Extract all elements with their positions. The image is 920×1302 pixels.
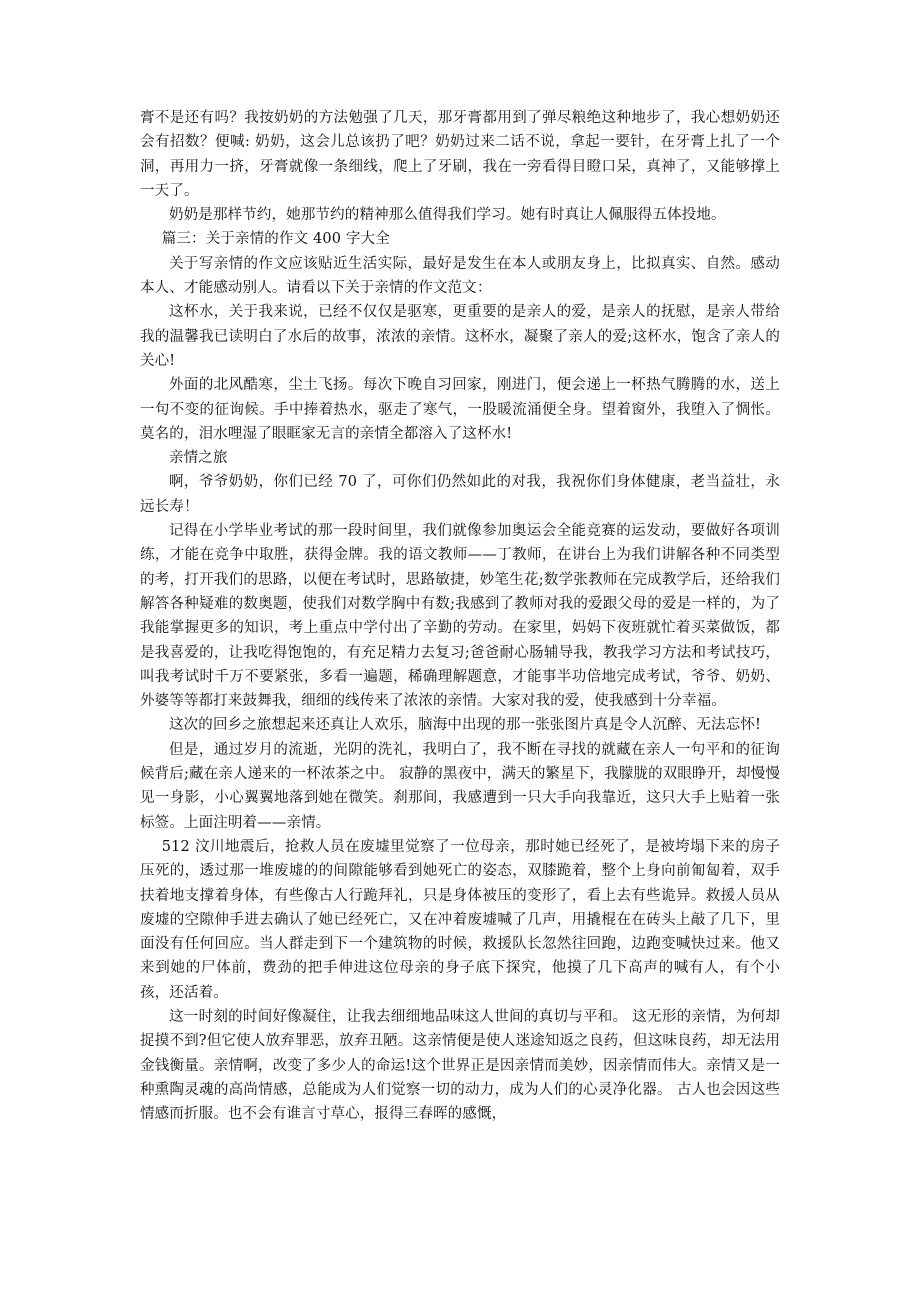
essay-title: 亲情之旅 — [169, 450, 228, 467]
paragraph-5: 这杯水，关于我来说，已经不仅仅是驱寒，更重要的是亲人的爱，是亲人的抚慰，是亲人带给我的温馨我已读明白了水后的故事，浓浓的亲情。这杯水，凝聚了亲人的爱;这杯水，饱含了亲人的关心! — [140, 304, 780, 369]
paragraph-1: 膏不是还有吗？我按奶奶的方法勉强了几天，那牙膏都用到了弹尽粮绝这种地步了，我心想奶奶还会有招数？便喊: 奶奶，这会儿总该扔了吧？奶奶过来二话不说，拿起一要针，在牙膏上扎了一个洞，再用力一挤，牙膏就像一条细线，爬上了牙刷，我在一旁看得目瞪口呆，真神了，又能够撑上一天了。 — [140, 110, 780, 199]
paragraph-4: 关于写亲情的作文应该贴近生活实际，最好是发生在本人或朋友身上，比拟真实、自然。感动本人、才能感动别人。请看以下关于亲情的作文范文： — [140, 255, 780, 297]
section-heading: 篇三：关于亲情的作文 400 字大全 — [161, 231, 390, 248]
paragraph-6: 外面的北风酷寒，尘土飞扬。每次下晚自习回家，刚进门，便会递上一杯热气腾腾的水，送上一句不变的征询候。手中捧着热水，驱走了寒气，一股暖流涌便全身。望着窗外，我堕入了惆怅。莫名的，泪水哩湿了眼眶家无言的亲情全都溶入了这杯水! — [140, 377, 780, 442]
paragraph-8: 啊，爷爷奶奶，你们已经 70 了，可你们仍然如此的对我，我祝你们身体健康，老当益壮，永远长寿！ — [140, 474, 780, 515]
paragraph-13: 这一时刻的时间好像凝住，让我去细细地品味这人世间的真切与平和。 这无形的亲情，为何却捉摸不到?但它使人放弃罪恶，放弃丑陋。这亲情便是使人迷途知返之良药，但这味良药，却无法用金钱衡量。亲情啊，改变了多少人的命运!这个世界正是因亲情而美妙，因亲情而伟大。亲情又是一种熏陶灵魂的高尚情感，总能成为人们觉察一切的动力，成为人们的心灵净化器。 古人也会因这些情感而折服。也不会有谁言寸草心，报得三春晖的感慨， — [140, 1008, 780, 1123]
document-page — [140, 106, 780, 1126]
paragraph-12: 512 汶川地震后，抢救人员在废墟里觉察了一位母亲，那时她已经死了，是被垮塌下来的房子压死的，透过那一堆废墟的的间隙能够看到她死亡的姿态，双膝跪着，整个上身向前匍匐着，双手扶着地支撑着身体，有些像古人行跪拜礼，只是身体被压的变形了，看上去有些诡异。救援人员从废墟的空隙伸手进去确认了她已经死亡，又在冲着废墟喊了几声，用撬棍在在砖头上敲了几下，里面没有任何回应。当人群走到下一个建筑物的时候，救援队长忽然往回跑，边跑变喊快过来。他又来到她的尸体前，费劲的把手伸进这位母亲的身子底下探究，他摸了几下高声的喊有人，有个小孩，还活着。 — [140, 838, 780, 1001]
paragraph-10: 这次的回乡之旅想起来还真让人欢乐，脑海中出现的那一张张图片真是令人沉醉、无法忘怀! — [169, 717, 761, 734]
paragraph-9: 记得在小学毕业考试的那一段时间里，我们就像参加奥运会全能竞赛的运发动，要做好各项训练，才能在竞争中取胜，获得金牌。我的语文教师——丁教师，在讲台上为我们讲解各种不同类型的考，打开我们的思路，以便在考试时，思路敏捷，妙笔生花;数学张教师在完成教学后，还给我们解答各种疑难的数奥题，使我们对数学胸中有数;我感到了教师对我的爱跟父母的爱是一样的，为了我能掌握更多的知识，考上重点中学付出了辛勤的劳动。在家里，妈妈下夜班就忙着买菜做饭，都是我喜爱的，让我吃得饱饱的，有充足精力去复习;爸爸耐心肠辅导我，教我学习方法和考试技巧，叫我考试时千万不要紧张，多看一遍题，稀确理解题意，才能事半功倍地完成考试，爷爷、奶奶、外婆等等都打来鼓舞我，细细的线传来了浓浓的亲情。大家对我的爱，使我感到十分幸福。 — [140, 523, 780, 710]
paragraph-11: 但是，通过岁月的流逝，光阴的洗礼，我明白了，我不断在寻找的就藏在亲人一句平和的征询候背后;藏在亲人递来的一杯浓茶之中。 寂静的黑夜中，满天的繁星下，我朦胧的双眼睁开，却慢慢见一身影，小心翼翼地落到她在微笑。刹那间，我感遭到一只大手向我靠近，这只大手上贴着一张标签。上面注明着——亲情。 — [140, 741, 780, 831]
paragraph-2: 奶奶是那样节约，她那节约的精神那么值得我们学习。她有时真让人佩服得五体投地。 — [169, 207, 726, 224]
